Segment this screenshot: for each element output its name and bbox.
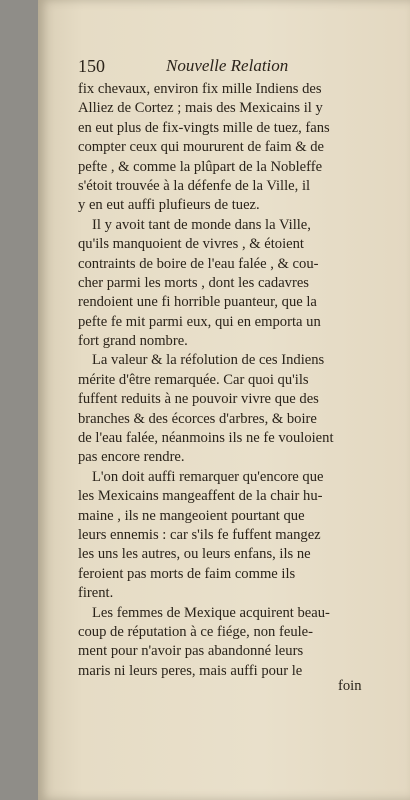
text-line: fix chevaux, environ fix mille Indiens des (78, 81, 322, 97)
text-line: fort grand nombre. (78, 333, 188, 350)
text-line: rendoient une fi horrible puanteur, que la (78, 294, 317, 311)
text-line: fuffent reduits à ne pouvoir vivre que des (78, 391, 319, 408)
body-text (78, 80, 400, 681)
text-line: maris ni leurs peres, mais auffi pour le (78, 662, 303, 679)
text-line: les Mexicains mangeaffent de la chair hu- (78, 488, 323, 505)
text-line: La valeur & la réfolution de ces Indiens (92, 352, 325, 369)
catchword: foin (338, 678, 362, 694)
running-title: Nouvelle Relation (166, 56, 289, 75)
text-line: mérite d'être remarquée. Car quoi qu'ils (78, 371, 309, 388)
text-line: cher parmi les morts , dont les cadavres (78, 274, 309, 291)
text-line: Il y avoit tant de monde dans la Ville, (92, 216, 311, 233)
page-number: 150 (78, 56, 105, 76)
text-line: L'on doit auffi remarquer qu'encore que (92, 468, 324, 485)
text-line: pefte , & comme la plûpart de la Nobleffe (78, 158, 323, 175)
text-line: coup de réputation à ce fiége, non feule- (78, 623, 314, 640)
text-line: qu'ils manquoient de vivres , & étoient (78, 236, 304, 253)
text-line: feroient pas morts de faim comme ils (78, 565, 296, 582)
text-line: pefte fe mit parmi eux, qui en emporta un (78, 313, 321, 330)
text-line: Alliez de Cortez ; mais des Mexicains il y (78, 100, 323, 117)
text-line: branches & des écorces d'arbres, & boire (78, 410, 317, 427)
text-line: s'étoit trouvée à la défenfe de la Ville, il (78, 177, 311, 194)
text-line: contraints de boire de l'eau falée , & cou- (78, 255, 319, 272)
text-line: de l'eau falée, néanmoins ils ne fe vouloient (78, 430, 334, 447)
text-line: compter ceux qui moururent de faim & de (78, 139, 324, 156)
text-line: leurs ennemis : car s'ils fe fuffent mangez (78, 526, 321, 543)
page-header (78, 56, 398, 80)
text-line: y en eut auffi plufieurs de tuez. (78, 197, 260, 214)
text-line: firent. (78, 585, 114, 602)
book-page (38, 0, 410, 800)
text-line: ment pour n'avoir pas abandonné leurs (78, 643, 304, 660)
text-line: Les femmes de Mexique acquirent beau- (92, 604, 330, 621)
text-line: maine , ils ne mangeoient pourtant que (78, 507, 305, 524)
text-line: les uns les autres, ou leurs enfans, ils ne (78, 546, 311, 563)
text-line: en eut plus de fix-vingts mille de tuez, fans (78, 119, 330, 136)
text-line: pas encore rendre. (78, 449, 185, 466)
